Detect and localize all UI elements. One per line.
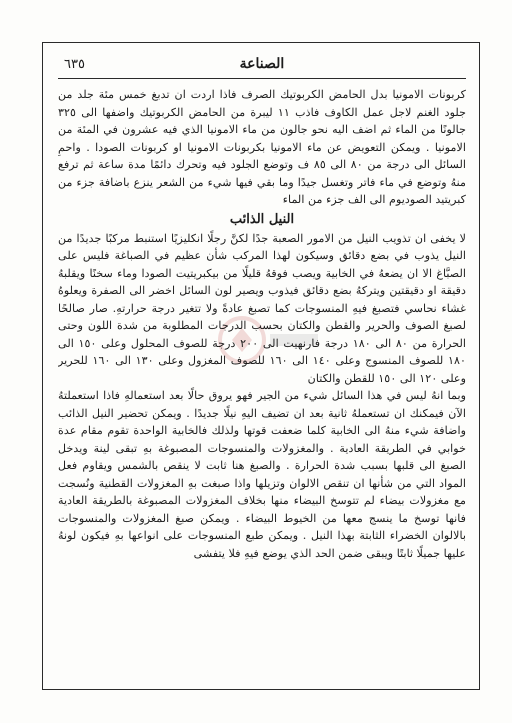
paragraph-indigo-benefits: وبما انهُ ليس في هذا السائل شيء من الجير فهو يروق حالًا بعد استعمالهِ فاذا استعملتهُ الآن فيمكنك ان تستعملهُ ثانية بعد ان تضيف اليهِ نيلًا جديدًا . ويمكن تحضير النيل الذائب واضافة شيء منهُ الى الخابية كلما ضعفت قوتها ولذلك فالخابية الواحدة تقوم مقام عدة خوابي في الطريقة العادية . والمغزولات والمنسوجات المصبوغة بهِ تبقى لينة ويدخل الصبغ الى قلبها بسبب شدة الحرارة . والصبغ هنا ثابت لا ينقص بالشمس ويقاوم فعل المواد التي من شأنها ان تنقص الالوان وتزيلها واذا صبغت بهِ المغزولات القطنية ونُسجت مع مغزولات بيضاء لم تتوسخ البيضاء منها بخلاف المغزولات المصبوغة بالطريقة العادية فانها توسخ ما ينسج معها من الخيوط البيضاء . ويمكن صبغ المغزولات والمنسوجات بالالوان الخضراء الثابتة بهذا النيل . ويمكن طبع المنسوجات على انواعها بهِ فيكون لونهُ عليها جميلًا ثابتًا ويبقى ضمن الحد الذي يوضع فيهِ فلا يتفشى [58,389,466,560]
article-body [58,86,466,678]
page-title: الصناعة [239,56,285,72]
paragraph-indigo-intro: لا يخفى ان تذويب النيل من الامور الصعبة جدًا لكنَّ رجلًا انكليزيًا استنبط مركبًا جديدًا من النيل يذوب في بضع دقائق وسيكون لهذا المركب شأن عظيم في الصباغة فليس على الصبَّاغ الا ان يضعهُ في الخابية ويصب فوقهُ قليلًا من بيكبريتيت الصودا وماء سخنًا ويقلبهُ دقيقة او دقيقتين ويتركهُ بضع دقائق فيذوب ويصير لون السائل اخضر الى الصفرة ويعلوهُ غشاء نحاسي فتصبغ فيهِ المنسوجات كما تصبغ عادةً ولا تتغير درجة حرارتهِ. صار صالحًا لصبغ الصوف والحرير والقطن والكتان بحسب الدرجات المطلوبة من شدة اللون وحتى الحرارة من ٨٠ الى ١٨٠ درجة فارنهيت الى ٢٠٠ درجة للصوف المحلول وعلى ١٥٠ الى ١٨٠ للصوف المنسوج وعلى ١٤٠ الى ١٦٠ للصوف المغزول وعلى ١٣٠ الى ١٦٠ للحرير وعلى ١٢٠ الى ١٥٠ للقطن والكتان [58,231,466,385]
running-header [58,54,466,79]
section-heading: النيل الذائب [229,211,295,227]
page-number: ٦٣٥ [64,57,85,72]
paragraph-tanning: كربونات الامونيا بدل الحامض الكربوتيك الصرف فاذا اردت ان تدبغ خمس مئة جلد من جلود الغنم لاجل عمل الكاوف فاذب ١١ ليبرة من الحامض الكربوتيك واضفها الى ٣٢٥ جالونًا من الماء ثم اضف اليه نحو جالون من ماء الامونيا الذي فيه عشرون في المئة من الامونيا . ويمكن التعويض عن ماء الامونيا بكربونات الامونيا او كربونات الصودا . واحمِ السائل الى درجة من ٨٠ الى ٨٥ ف وتوضع الجلود فيه وتحرك دائمًا مدة ساعة ثم ترفع منهُ وتوضع في ماء فاتر وتغسل جيدًا وما بقي فيها شيء من الشعر ينزع باضافة جزء من كبريتيد الصوديوم الى الف جزء من الماء [58,88,466,206]
